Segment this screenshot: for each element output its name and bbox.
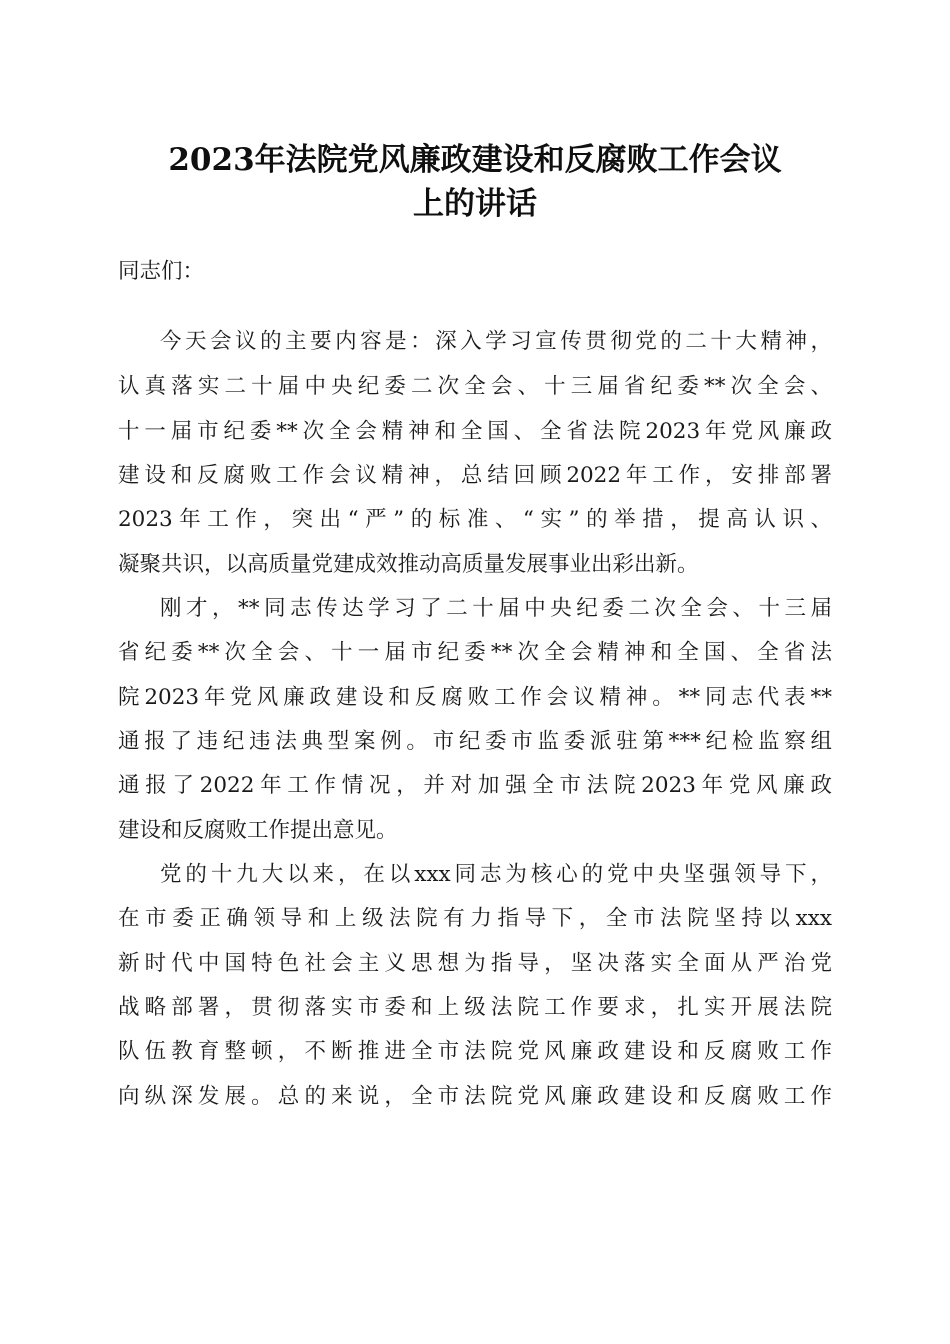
paragraph-3-line: 战略部署，贯彻落实市委和上级法院工作要求，扎实开展法院 [118,995,832,1020]
paragraph-1-line: 建设和反腐败工作会议精神，总结回顾2022年工作，安排部署 [118,463,832,488]
paragraph-1-line: 认真落实二十届中央纪委二次全会、十三届省纪委**次全会、 [118,374,832,399]
salutation: 同志们： [118,259,205,284]
document-title-line-1: 2023年法院党风廉政建设和反腐败工作会议 [168,142,782,178]
paragraph-1-line: 十一届市纪委**次全会精神和全国、全省法院2023年党风廉政 [118,419,832,444]
paragraph-2-line: 院2023年党风廉政建设和反腐败工作会议精神。**同志代表** [118,685,832,710]
paragraph-3-line: 在市委正确领导和上级法院有力指导下，全市法院坚持以xxx [118,906,832,931]
paragraph-1-line: 2023年工作，突出“严”的标准、“实”的举措，提高认识、 [118,507,832,532]
paragraph-2-line: 建设和反腐败工作提出意见。 [118,818,398,843]
paragraph-3-line: 新时代中国特色社会主义思想为指导，坚决落实全面从严治党 [118,951,832,976]
paragraph-3-line: 队伍教育整顿，不断推进全市法院党风廉政建设和反腐败工作 [118,1039,832,1064]
paragraph-2-line: 省纪委**次全会、十一届市纪委**次全会精神和全国、全省法 [118,640,832,665]
document-title-line-2: 上的讲话 [413,186,537,222]
paragraph-1-line: 今天会议的主要内容是：深入学习宣传贯彻党的二十大精神， [160,329,832,354]
paragraph-2-line: 通报了违纪违法典型案例。市纪委市监委派驻第***纪检监察组 [118,729,832,754]
paragraph-3-line: 向纵深发展。总的来说，全市法院党风廉政建设和反腐败工作 [118,1084,832,1109]
paragraph-2-line: 通报了2022年工作情况，并对加强全市法院2023年党风廉政 [118,773,832,798]
paragraph-2-line: 刚才，**同志传达学习了二十届中央纪委二次全会、十三届 [160,596,832,621]
paragraph-1-line: 凝聚共识，以高质量党建成效推动高质量发展事业出彩出新。 [118,552,699,577]
paragraph-3-line: 党的十九大以来，在以xxx同志为核心的党中央坚强领导下， [160,862,832,887]
